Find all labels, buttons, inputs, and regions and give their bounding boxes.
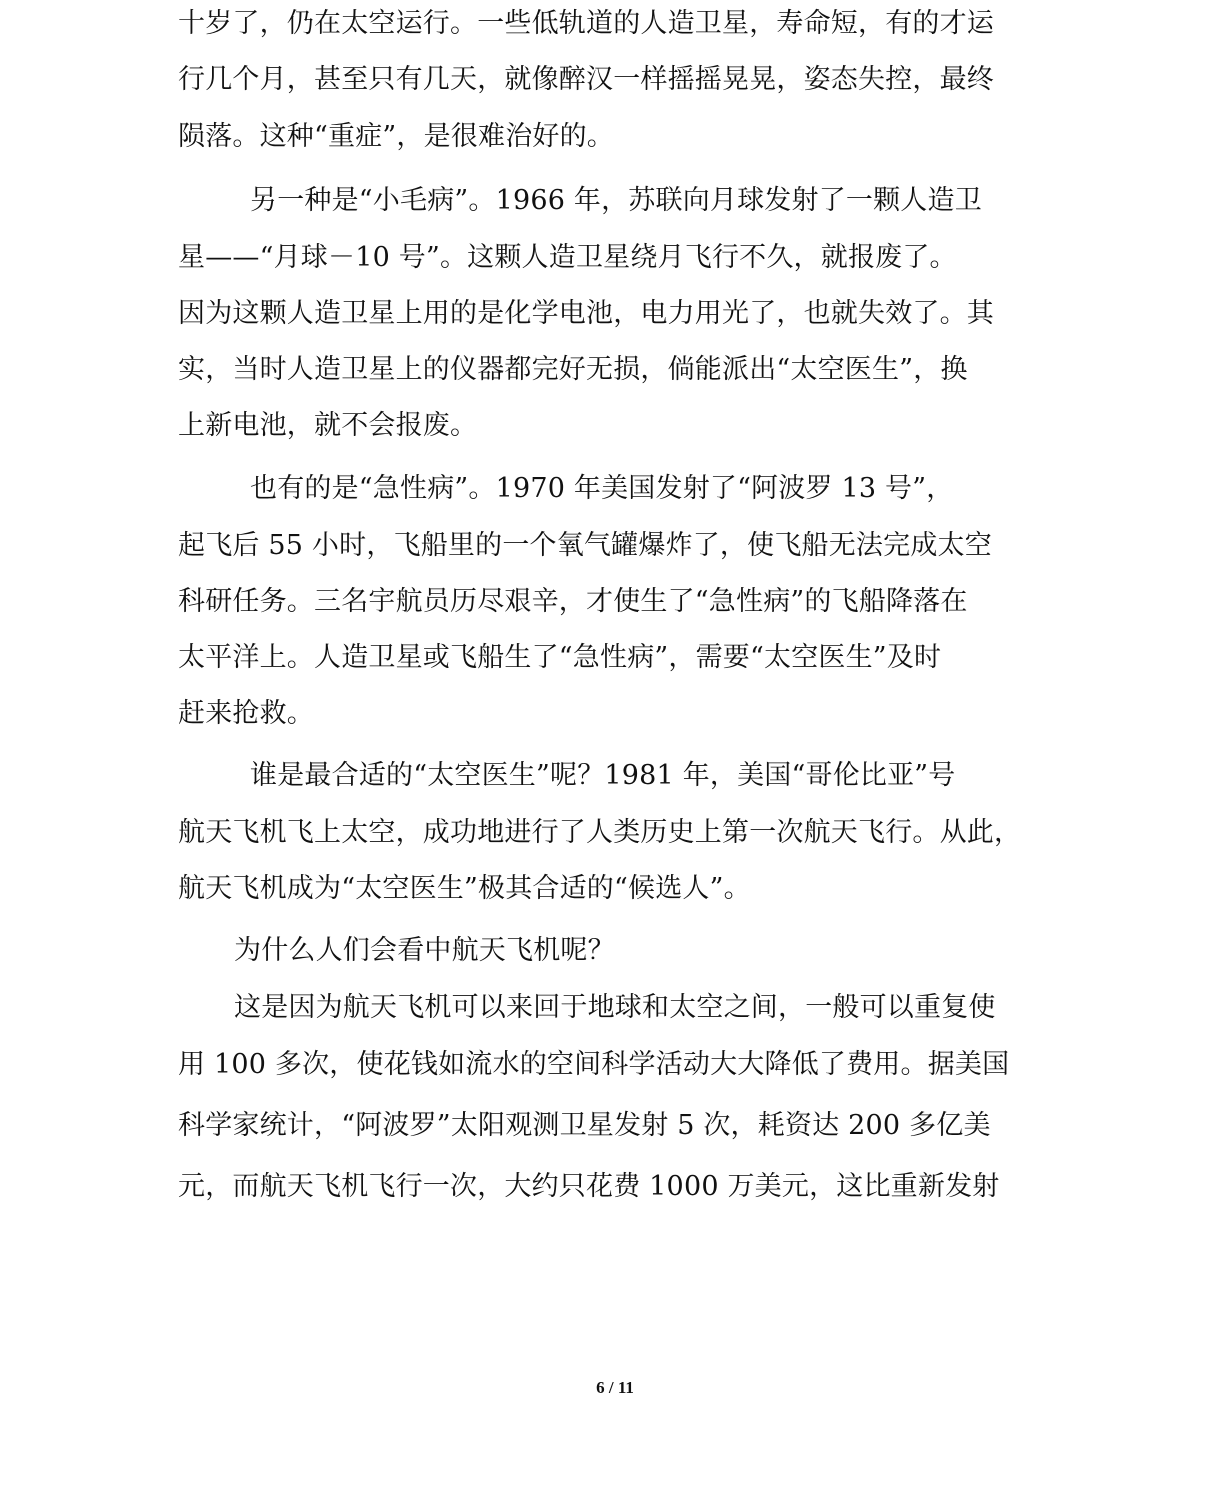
text-line: 科学家统计，“阿波罗”太阳观测卫星发射 5 次，耗资达 200 多亿美 (178, 1110, 991, 1141)
page-number: 6 / 11 (596, 1378, 634, 1397)
text-line: 十岁了，仍在太空运行。一些低轨道的人造卫星，寿命短，有的才运 (178, 8, 994, 39)
text-line: 用 100 多次，使花钱如流水的空间科学活动大大降低了费用。据美国 (178, 1049, 1010, 1080)
text-line: 星——“月球－10 号”。这颗人造卫星绕月飞行不久，就报废了。 (178, 242, 957, 273)
text-line: 航天飞机成为“太空医生”极其合适的“候选人”。 (178, 873, 751, 904)
text-line: 太平洋上。人造卫星或飞船生了“急性病”，需要“太空医生”及时 (178, 642, 942, 673)
text-line: 行几个月，甚至只有几天，就像醉汉一样摇摇晃晃，姿态失控，最终 (178, 64, 994, 95)
paragraph-start-line: 为什么人们会看中航天飞机呢？ (234, 935, 615, 966)
text-line: 因为这颗人造卫星上用的是化学电池，电力用光了，也就失效了。其 (178, 298, 994, 329)
paragraph-start-line: 谁是最合适的“太空医生”呢？1981 年，美国“哥伦比亚”号 (250, 760, 956, 791)
text-line: 实，当时人造卫星上的仪器都完好无损，倘能派出“太空医生”，换 (178, 354, 968, 385)
text-line: 元，而航天飞机飞行一次，大约只花费 1000 万美元，这比重新发射 (178, 1171, 1000, 1202)
text-line: 起飞后 55 小时，飞船里的一个氧气罐爆炸了，使飞船无法完成太空 (178, 530, 992, 561)
text-line: 赶来抢救。 (178, 698, 314, 729)
text-line: 上新电池，就不会报废。 (178, 410, 478, 441)
paragraph-start-line: 另一种是“小毛病”。1966 年，苏联向月球发射了一颗人造卫 (250, 185, 982, 216)
text-line: 科研任务。三名宇航员历尽艰辛，才使生了“急性病”的飞船降落在 (178, 586, 968, 617)
text-line: 陨落。这种“重症”，是很难治好的。 (178, 121, 615, 152)
paragraph-start-line: 这是因为航天飞机可以来回于地球和太空之间，一般可以重复使 (234, 992, 996, 1023)
paragraph-start-line: 也有的是“急性病”。1970 年美国发射了“阿波罗 13 号”， (250, 473, 954, 504)
text-line: 航天飞机飞上太空，成功地进行了人类历史上第一次航天飞行。从此， (178, 817, 1022, 848)
